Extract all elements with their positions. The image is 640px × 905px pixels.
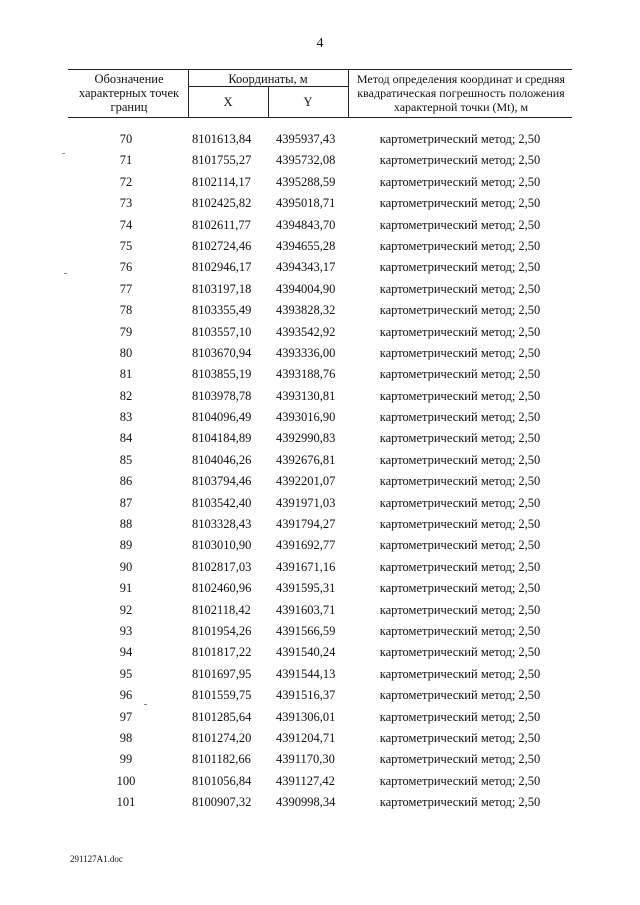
method: картометрический метод; 2,50 — [379, 730, 541, 745]
coord-y: 4392676,81 — [276, 452, 336, 467]
point-number: 71 — [119, 153, 133, 168]
method: картометрический метод; 2,50 — [379, 623, 541, 638]
point-number: 94 — [119, 645, 133, 660]
point-number: 84 — [119, 431, 133, 446]
coord-x: 8103197,18 — [192, 281, 252, 296]
method: картометрический метод; 2,50 — [379, 581, 541, 596]
table-row — [0, 408, 640, 429]
table-row — [0, 515, 640, 536]
coord-x: 8102611,77 — [192, 217, 251, 232]
coord-y: 4391671,16 — [276, 559, 336, 574]
coord-x: 8101182,66 — [192, 752, 251, 767]
coord-y: 4394655,28 — [276, 238, 336, 253]
coord-x: 8103355,49 — [192, 303, 252, 318]
scan-speck — [144, 704, 147, 705]
point-number: 77 — [119, 281, 133, 296]
coord-y: 4391204,71 — [276, 730, 336, 745]
point-number: 89 — [119, 538, 133, 553]
method: картометрический метод; 2,50 — [379, 688, 541, 703]
point-number: 72 — [119, 174, 133, 189]
table-row — [0, 301, 640, 322]
table-row — [0, 536, 640, 557]
coord-y: 4391794,27 — [276, 517, 336, 532]
coord-y: 4391544,13 — [276, 666, 336, 681]
coord-y: 4391306,01 — [276, 709, 336, 724]
coord-y: 4393130,81 — [276, 388, 336, 403]
table-row — [0, 365, 640, 386]
coord-y: 4392990,83 — [276, 431, 336, 446]
point-number: 78 — [119, 303, 133, 318]
coord-x: 8101056,84 — [192, 773, 252, 788]
coord-y: 4395288,59 — [276, 174, 336, 189]
coord-x: 8101755,27 — [192, 153, 252, 168]
header-x: X — [223, 95, 233, 109]
point-number: 79 — [119, 324, 133, 339]
coord-y: 4391692,77 — [276, 538, 336, 553]
coord-x: 8104184,89 — [192, 431, 252, 446]
method: картометрический метод; 2,50 — [379, 752, 541, 767]
point-number: 92 — [119, 602, 133, 617]
table-row — [0, 601, 640, 622]
table-row — [0, 472, 640, 493]
table-row — [0, 451, 640, 472]
header-point-designation: Обозначение характерных точек границ — [78, 72, 180, 114]
header-vline-xy — [268, 86, 269, 117]
header-top-rule — [68, 69, 572, 70]
table-row — [0, 387, 640, 408]
coord-x: 8104046,26 — [192, 452, 252, 467]
method: картометрический метод; 2,50 — [379, 345, 541, 360]
table-row — [0, 558, 640, 579]
method: картометрический метод; 2,50 — [379, 367, 541, 382]
method: картометрический метод; 2,50 — [379, 517, 541, 532]
coord-x: 8103794,46 — [192, 474, 252, 489]
coord-x: 8103010,90 — [192, 538, 252, 553]
point-number: 97 — [119, 709, 133, 724]
coord-x: 8101954,26 — [192, 623, 252, 638]
method: картометрический метод; 2,50 — [379, 238, 541, 253]
point-number: 88 — [119, 517, 133, 532]
coord-y: 4391971,03 — [276, 495, 336, 510]
table-row — [0, 151, 640, 172]
method: картометрический метод; 2,50 — [379, 303, 541, 318]
table-row — [0, 130, 640, 151]
scan-speck — [62, 153, 65, 154]
coord-x: 8102114,17 — [192, 174, 251, 189]
coord-x: 8102460,96 — [192, 581, 252, 596]
coord-x: 8103855,19 — [192, 367, 252, 382]
coord-y: 4391127,42 — [276, 773, 335, 788]
point-number: 74 — [119, 217, 133, 232]
method: картометрический метод; 2,50 — [379, 260, 541, 275]
method: картометрический метод; 2,50 — [379, 538, 541, 553]
point-number: 85 — [119, 452, 133, 467]
point-number: 93 — [119, 623, 133, 638]
coord-y: 4393336,00 — [276, 345, 336, 360]
point-number: 90 — [119, 559, 133, 574]
table-row — [0, 280, 640, 301]
table-row — [0, 665, 640, 686]
file-name: 291127A1.doc — [70, 854, 123, 864]
coord-y: 4394843,70 — [276, 217, 336, 232]
table-row — [0, 579, 640, 600]
point-number: 91 — [119, 581, 133, 596]
table-body — [0, 130, 640, 815]
method: картометрический метод; 2,50 — [379, 666, 541, 681]
point-number: 96 — [119, 688, 133, 703]
coord-y: 4391566,59 — [276, 623, 336, 638]
coord-x: 8103978,78 — [192, 388, 252, 403]
point-number: 99 — [119, 752, 133, 767]
method: картометрический метод; 2,50 — [379, 645, 541, 660]
point-number: 82 — [119, 388, 133, 403]
coord-y: 4391595,31 — [276, 581, 336, 596]
coord-y: 4391603,71 — [276, 602, 336, 617]
coord-y: 4395937,43 — [276, 132, 336, 146]
table-row — [0, 194, 640, 215]
method: картометрический метод; 2,50 — [379, 132, 541, 146]
coord-y: 4393016,90 — [276, 410, 336, 425]
header-sub-rule — [188, 86, 348, 87]
coord-x: 8103557,10 — [192, 324, 252, 339]
method: картометрический метод; 2,50 — [379, 431, 541, 446]
coord-x: 8102946,17 — [192, 260, 252, 275]
table-row — [0, 708, 640, 729]
coord-x: 8102118,42 — [192, 602, 251, 617]
method: картометрический метод; 2,50 — [379, 388, 541, 403]
coord-x: 8101274,20 — [192, 730, 252, 745]
table-row — [0, 494, 640, 515]
method: картометрический метод; 2,50 — [379, 196, 541, 211]
method: картометрический метод; 2,50 — [379, 153, 541, 168]
point-number: 100 — [116, 773, 136, 788]
coord-x: 8103328,43 — [192, 517, 252, 532]
point-number: 87 — [119, 495, 133, 510]
point-number: 81 — [119, 367, 133, 382]
table-row — [0, 750, 640, 771]
method: картометрический метод; 2,50 — [379, 795, 541, 810]
coord-x: 8103542,40 — [192, 495, 252, 510]
table-row — [0, 772, 640, 793]
coord-x: 8101559,75 — [192, 688, 252, 703]
table-row — [0, 686, 640, 707]
method: картометрический метод; 2,50 — [379, 602, 541, 617]
header-vline-2 — [348, 70, 349, 117]
point-number: 73 — [119, 196, 133, 211]
point-number: 83 — [119, 410, 133, 425]
table-row — [0, 793, 640, 814]
header-y: Y — [303, 95, 313, 109]
coord-x: 8101285,64 — [192, 709, 252, 724]
method: картометрический метод; 2,50 — [379, 217, 541, 232]
coord-x: 8101817,22 — [192, 645, 252, 660]
method: картометрический метод; 2,50 — [379, 559, 541, 574]
coord-x: 8104096,49 — [192, 410, 252, 425]
table-row — [0, 622, 640, 643]
table-row — [0, 643, 640, 664]
table-row — [0, 344, 640, 365]
table-row — [0, 258, 640, 279]
table-row — [0, 216, 640, 237]
coord-y: 4393188,76 — [276, 367, 336, 382]
coord-y: 4395732,08 — [276, 153, 336, 168]
point-number: 75 — [119, 238, 133, 253]
point-number: 98 — [119, 730, 133, 745]
coord-x: 8102724,46 — [192, 238, 252, 253]
method: картометрический метод; 2,50 — [379, 174, 541, 189]
coord-y: 4394343,17 — [276, 260, 336, 275]
coord-y: 4391516,37 — [276, 688, 336, 703]
coord-x: 8102817,03 — [192, 559, 252, 574]
method: картометрический метод; 2,50 — [379, 410, 541, 425]
coord-y: 4393542,92 — [276, 324, 336, 339]
table-row — [0, 729, 640, 750]
table-row — [0, 173, 640, 194]
point-number: 76 — [119, 260, 133, 275]
coord-x: 8101697,95 — [192, 666, 252, 681]
point-number: 95 — [119, 666, 133, 681]
method: картометрический метод; 2,50 — [379, 474, 541, 489]
coord-x: 8100907,32 — [192, 795, 252, 810]
point-number: 70 — [119, 132, 133, 146]
point-number: 86 — [119, 474, 133, 489]
table-row — [0, 429, 640, 450]
method: картометрический метод; 2,50 — [379, 773, 541, 788]
table-row — [0, 237, 640, 258]
coord-x: 8103670,94 — [192, 345, 252, 360]
method: картометрический метод; 2,50 — [379, 324, 541, 339]
page-number: 4 — [316, 36, 324, 51]
coord-y: 4391540,24 — [276, 645, 336, 660]
header-vline-1 — [188, 70, 189, 117]
method: картометрический метод; 2,50 — [379, 495, 541, 510]
method: картометрический метод; 2,50 — [379, 709, 541, 724]
coord-x: 8102425,82 — [192, 196, 252, 211]
coord-x: 8101613,84 — [192, 132, 252, 146]
coord-y: 4395018,71 — [276, 196, 336, 211]
table-row — [0, 323, 640, 344]
method: картометрический метод; 2,50 — [379, 281, 541, 296]
coord-y: 4394004,90 — [276, 281, 336, 296]
coord-y: 4391170,30 — [276, 752, 335, 767]
header-bottom-rule — [68, 117, 572, 118]
point-number: 80 — [119, 345, 133, 360]
header-method: Метод определения координат и средняя квадратическая погрешность положения характерной точки (Mt), м — [356, 72, 566, 114]
coord-y: 4390998,34 — [276, 795, 336, 810]
scan-speck — [64, 273, 67, 274]
header-coordinates: Координаты, м — [228, 72, 308, 86]
coord-y: 4392201,07 — [276, 474, 336, 489]
method: картометрический метод; 2,50 — [379, 452, 541, 467]
point-number: 101 — [116, 795, 136, 810]
coord-y: 4393828,32 — [276, 303, 336, 318]
